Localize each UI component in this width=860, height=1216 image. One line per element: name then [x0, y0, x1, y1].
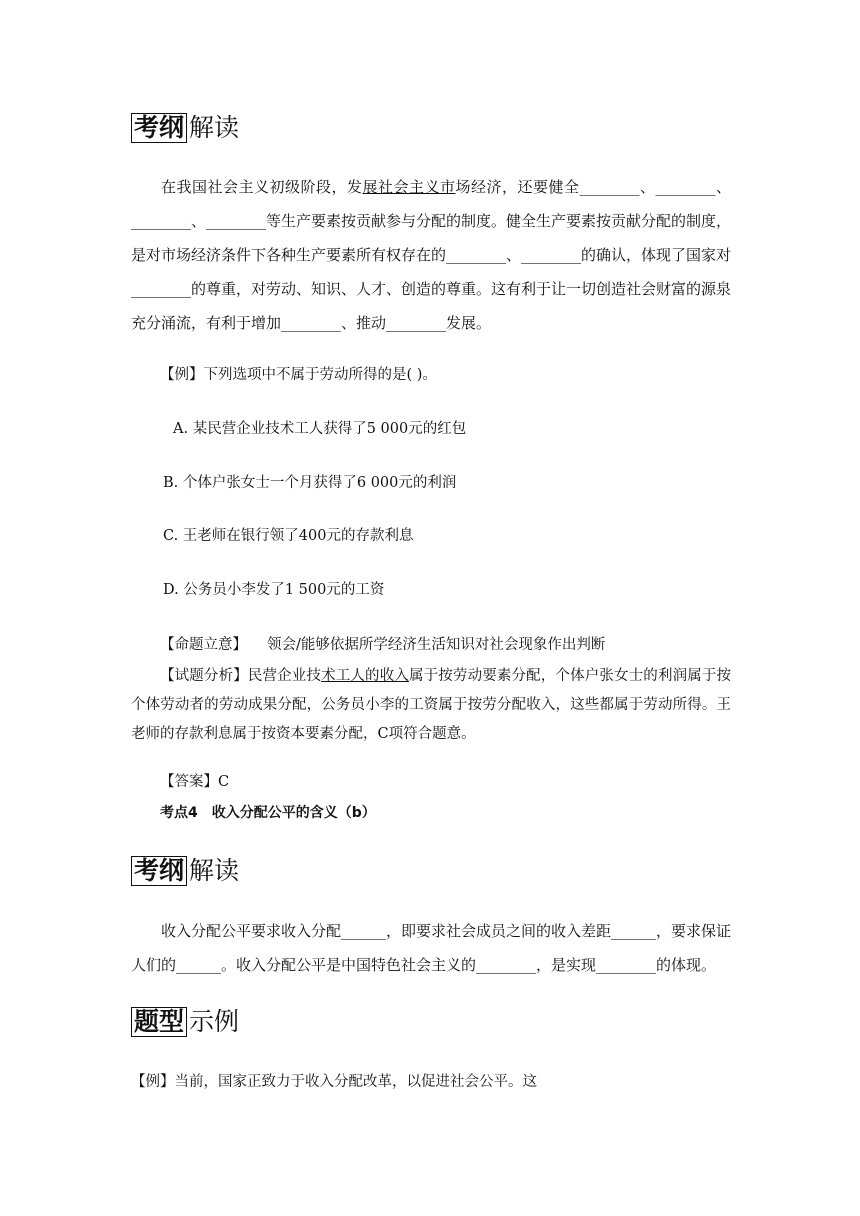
kaogang-paragraph-2: 收入分配公平要求收入分配______，即要求社会成员之间的收入差距______，要求保证人们的______。收入分配公平是中国特色社会主义的________，是实现________的体现。 [131, 922, 732, 974]
example-question: 【例】下列选项中不属于劳动所得的是( )。 [160, 367, 437, 383]
intent-text: 领会/能够依据所学经济生活知识对社会现象作出判断 [267, 637, 606, 653]
para-text-end: 场经济，还要健全________、________、________、________等生产要素按贡献参与分配的制度。健全生产要素按贡献分配的制度，是对市场经济条件下各种生产要素所有权存在的________、________的确认，体现了国家对________的尊重，对劳动、知识、人才、创造的尊重。这有利于让一切创造社会财富的源泉充分涌流，有利于增加________、推动________发展。 [131, 178, 732, 332]
para-text-underlined: 展社会主义市 [362, 178, 456, 196]
analysis-text-end: 属于按劳动要素分配，个体户张女士的利润属于按个体劳动者的劳动成果分配，公务员小李的工资属于按劳分配收入，这些都属于劳动所得。王老师的存款利息属于按资本要素分配，C项符合题意。 [131, 668, 732, 742]
intent-label: 【命题立意】 [160, 637, 247, 653]
section-heading-kaogang-1 [131, 112, 239, 144]
heading-rest-text: 示例 [189, 1007, 240, 1036]
intent-line [160, 634, 605, 656]
para-text-start: 在我国社会主义初级阶段，发 [161, 178, 363, 196]
heading-rest-text: 解读 [189, 113, 240, 142]
heading-rest-text: 解读 [189, 856, 240, 885]
heading-boxed-text: 考纲 [131, 113, 187, 143]
analysis-text-underlined: 术工人的收入 [321, 668, 409, 684]
analysis-paragraph [131, 662, 731, 749]
answer-line: 【答案】C [160, 774, 230, 790]
analysis-text-start: 民营企业技 [247, 668, 322, 684]
heading-boxed-text: 题型 [131, 1007, 187, 1037]
option-d: D. 公务员小李发了1 500元的工资 [163, 582, 385, 598]
heading-boxed-text: 考纲 [131, 856, 187, 886]
section-heading-kaogang-2 [131, 855, 239, 887]
kaodian-title: 考点4 收入分配公平的含义（b） [160, 805, 376, 821]
option-c: C. 王老师在银行领了400元的存款利息 [163, 528, 414, 544]
analysis-label: 【试题分析】 [160, 668, 248, 684]
tixing-example: 【例】当前，国家正致力于收入分配改革，以促进社会公平。这 [131, 1074, 537, 1090]
option-a: A. 某民营企业技术工人获得了5 000元的红包 [173, 421, 467, 437]
option-b: B. 个体户张女士一个月获得了6 000元的利润 [163, 475, 457, 491]
section-heading-tixing [131, 1006, 239, 1038]
kaogang-paragraph-1 [131, 170, 731, 340]
